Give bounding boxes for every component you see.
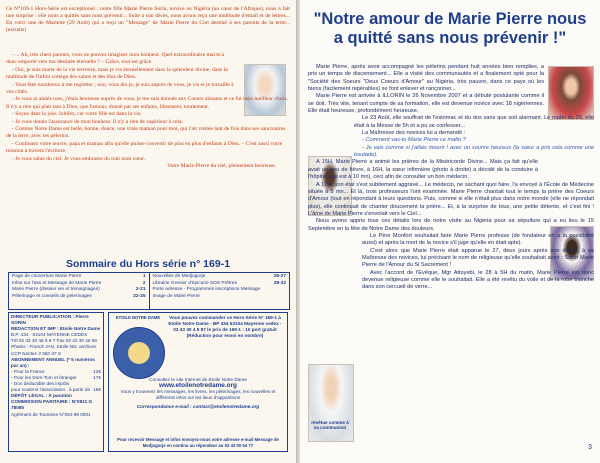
toc-label: Page de couverture Marie Pierre [12,274,82,279]
article-title: "Notre amour de Marie Pierre nous a quitté sans nous prévenir !" [313,10,587,47]
toc-column-right [149,273,290,309]
toc-label: Nouvelles de Medjugorje [152,274,206,279]
website-label: Consultez le site Internet de Etoile Notre Dame [149,377,247,382]
article-body [308,64,594,292]
imprint-line: RÉDACTION ET IMP : Etoile Notre Dame [11,326,101,332]
imprint-line: DÉPÔT LÉGAL : À parution [11,393,72,399]
logo-text: ETOILE NOTRE DAME [115,315,161,320]
imprint-line: - Don déductible des impôts [11,381,70,387]
article-paragraph: A 15H, Marie Pierre a animé les prières de la Miséricorde Divine... Mais ça fait qu'elle avait un peu de fièvre, à 16H, la sœur infirmière (photo à droite) a décidé de la conduire à l'hôpital (qui est à 10 mn), ceci afin de consulter un bon médecin. [308,159,538,181]
toc-row [12,274,146,281]
price-value: 17€ [93,374,101,380]
toc-label: Porte adresse - Programmes inscriptions Message [152,287,261,293]
imprint-box [8,312,104,452]
article-paragraph: Marie Pierre, après avoir accompagné les pèlerins pendant huit années bien remplies, a pris un temps de discernement... Elle a visité des communautés et a finalement opté pour la "Société des Soeurs "Deux Coeurs d'Amour" au Nigéria, très pauvre, dans ce pays où les biens (facilement repérables) se font enlever et rançonner... [308,64,544,93]
order-info: Vous pouvez commander ce Hors-Série N° 169-1 à Etoile Notre Dame - BP 434 53104 Mayenne cedex - 02 43 30 4 5 87 le prix de 169-1 : 1€ port gratuit (Réduction pour envoi en nombre) [168,315,282,339]
article-paragraph: Le 23 Août, elle souffrait de l'estomac et du dos sans que soit alarmant. Le matin du 25, elle était à la Messe de 5h et a pu se confesser... [354,115,594,129]
imprint-line: Agrément de Tourisme N°053 98 0001 [11,411,91,417]
toc-label: Image de Marie Pierre [152,293,200,299]
price-value: 12€ [93,368,101,374]
letter-paragraph: - Oui, je suis morte de la vie terrestre, mais je vis éternellement dans la splendeur divine, dans la multitude de l'infini cortège des saints et des élus de Dieu. [6,66,228,81]
toc-row [153,287,287,294]
article-paragraph: Marie Pierre est arrivée à ILLORIN le 26 Novembre 2007 et a débuté postulante comme il se doit. Très vite, tenant compte de sa formation, elle est devenue novice avec 18 nigériennes. Elle était heureuse, profondément heureuse. [308,93,544,115]
toc-page: 28-32 [273,280,286,286]
toc-label: Infos sur l'ass et Message de Marie Pierre [12,280,102,286]
website-link[interactable]: www.etoilenotredame.org [159,382,237,390]
article-quote: - Je vais comme si j'allais mourir ! avec un sourire heureux (la sœur a pris cela comme une boutade). [354,144,594,159]
letter-paragraph: - Continuez votre œuvre, papa et maman afin qu'elle puisse convertir de plus en plus d'enfants à Dieu. – C'est aussi votre mission à travers l'écriture. [6,140,283,155]
toc-page: 26-27 [273,274,286,279]
article-paragraph: C'est alors que Marie Pierre était apparue le 27, deux jours après son décès, à sa Maîtresse des novices, lui précisant le nom de religieuse qu'elle souhaitait avoir : Sœur Marie Pierre de l'Amour du Si Sacrement ! [362,247,594,269]
letter-paragraph: - Je vous ai aimés tous, j'étais heureuse auprès de vous, je me suis donnée aux Coeurs aimants et ce fut mon meilleur choix. Il n'y a rien qui plait tant à Dieu, que l'amour, donné par ses enfants, librement, totalement. [6,96,289,110]
toc-page: 22-25 [133,293,146,299]
price-label: - Pour les Dom-Tom et étranger [11,374,77,380]
letter-paragraph: - Je vous donne l'assurance de mon bonheur. Il n'y a rien de supérieur à cela. [12,118,183,125]
website-block [112,377,284,410]
toc-label: Librairie Grenier d'épicurie SOS Prêtres [152,280,237,286]
price-label: pour soutenir l'association : à partir de [11,387,91,393]
letter-paragraph: - Je vous salue du ciel. Je vous embrasse du tout mon cœur. [12,155,145,162]
letter-paragraph: - Vous êtes nombreux à me regretter ; non, vous dis-je, je suis auprès de vous, je vis et je travaille à vos côtés. [6,81,234,96]
imprint-line: Tél 02 43 30 45 6 8 7 Fax 02 43 30 45 69 [11,338,98,344]
article-paragraph: Avec l'accord de l'Evêque, Mgr Attoyebi, le 28 à 5H du matin, Marie Pierre est donc devenue religieuse comme elle le souhaitait. Elle a été revêtu du voile et de la robe blanche dans son cercueil de verre... [362,269,594,291]
toc-title: Sommaire du Hors série n° 169-1 [65,258,231,270]
imprint-line: CCP Nantes 3 582 47 S [11,350,61,356]
toc-page: 1 [142,274,146,279]
toc-row [12,287,146,294]
etoile-notre-dame-logo [113,327,165,379]
website-description: Vous y trouverez les messages, les livres, les pèlerinages, les nouvelles et différents infos sur les lieux d'apparitions [120,389,276,401]
toc-page: 2 [142,280,146,286]
heavenly-message-letter [6,52,290,171]
letter-signature: Votre Marie-Pierre du ciel, pleinement heureuse. [167,163,276,170]
article-paragraph: Nous avons appris tous ces détails lors de notre visite au Nigéria pour sa sépulture qui a eu lieu le 15 Septembre en la fête de Notre Dame des douleurs. [308,218,594,232]
price-label: - Pour la France [11,368,45,374]
article-paragraph: Le Père Monfort souhaitait faire Marie Pierre professe (de fondateur en a la possibilité aussi) et après la mort de la novice s'il juge qu'elle en était apte). [362,232,594,247]
imprint-line: B.P. 434 - 53104 MAYENNE CEDEX [11,332,88,338]
letter-paragraph: - Soyez dans la joie. Jubilez, car votre fille est dans la vie. [12,111,142,118]
toc-row [153,274,287,281]
toc-label: Marie Pierre (dossier vie et témoignages) [12,287,100,293]
article-paragraph: A 17H, son état s'est subitement aggravé... Le médecin, ne sachant quoi faire, l'a envoyé à l'École de Médecine située à 5 mn... Et là, trois professeurs l'ont examinée. Marie Pierre chantait tout le temps la prière des Coeurs d'Amour (tout en répondant à leurs questions. Puis, comme si elle n'était plus dans notre monde (elle ne répondait plus), elle continuait de chanter doucement la prière... Et, à la surprise de tous, une petite détente, et c'est fini ! L'âme de Marie Pierre s'envolait vers le Ciel... [308,181,594,217]
imprint-line: Photos : Franck JAN, Etoile ND, archives [11,344,97,350]
left-page [0,0,296,463]
photo-caption: revêtue comme à sa communion [311,420,349,431]
article-quote: - Comment vas-tu Marie Pierre ce matin ? [362,137,466,144]
price-value: 15€ [93,387,101,393]
footer-note: Pour recevoir Message et infos envoyez-nous votre adresse e-mail Message de Medjugorje en continu au répondeur au 02 43 00 54 77 [117,436,279,448]
order-box [108,312,288,452]
table-of-contents [8,272,290,310]
email-link[interactable]: Correspondance e-mail : contact@etoilenotredame.org [136,404,260,410]
letter-paragraph: - ... Ah, très chers parents, vous ne pouvez imaginer mon bonheur. Quel extraordinaire mai m'a donc emporté vers ma destinée éternelle ? – Grâce, tout est grâce. [6,52,225,66]
toc-row [12,294,146,301]
toc-label: Pèlerinage et conseils de pèlerinages [12,293,92,299]
publication-info [8,312,288,452]
article-paragraph: La Maîtresse des novices lui a demandé : [362,130,466,137]
imprint-line: DIRECTEUR PUBLICATION : Pierre SORIN [11,314,89,326]
intro-paragraph: Ce N°169-1 Hors-Série est exceptionel : notre fille Marie Pierre Sorin, novice au Nigéria (au cœur de l'Afrique), nous a fait une surprise : elle nous a quittés sans nous prévenir... Suite à son décès, nous avons reçu une multitude d'email et de lettres... En voici une de Mariette (29 Août) qui a reçu un "Message" de Marie Pierre du Ciel destiné à ses parents de la terre... (extraits) [6,6,290,34]
toc-column-left [9,273,149,309]
page-number: 3 [588,444,592,451]
letter-paragraph: - Comme Notre Dame est belle, bonne, douce, une vraie maman pour moi, qui l'ait visitée tant de fois dans ses sanctuaires de la terre, avec les pèlerins. [6,126,286,140]
imprint-line: COMMISSION PARITAIRE : N°0911 G 78085 [11,399,93,411]
imprint-line: ABONNEMENT ANNUEL (* 5 numéros par an) : [11,356,95,368]
toc-row [153,294,287,301]
toc-page: 2-21 [135,287,146,293]
